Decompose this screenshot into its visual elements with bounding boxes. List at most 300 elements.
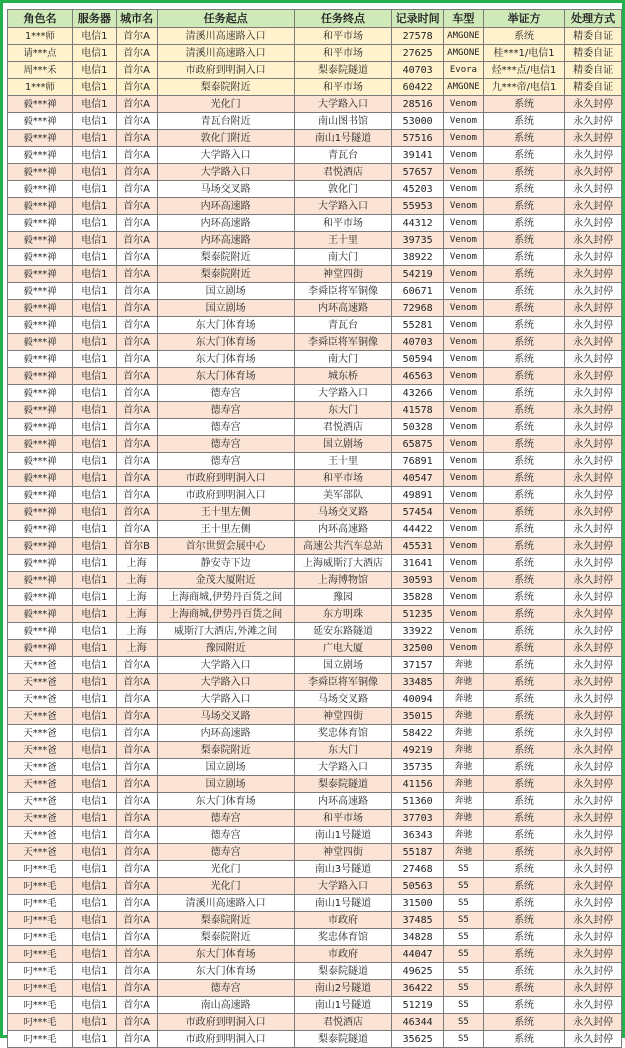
- cell-server: 电信1: [73, 691, 117, 708]
- cell-handling: 永久封停: [565, 436, 622, 453]
- cell-task-end: 高速公共汽车总站: [294, 538, 391, 555]
- cell-task-end: 神堂四街: [294, 844, 391, 861]
- cell-record-time: 35735: [392, 759, 444, 776]
- cell-task-end: 君悦酒店: [294, 164, 391, 181]
- table-row: [8, 419, 622, 436]
- cell-evidence-provider: 烃***点/电信1: [483, 62, 565, 79]
- cell-task-start: 清溪川高速路入口: [157, 45, 294, 62]
- cell-handling: 永久封停: [565, 555, 622, 572]
- cell-record-time: 27625: [392, 45, 444, 62]
- cell-handling: 永久封停: [565, 895, 622, 912]
- cell-task-end: 梨泰院隧道: [294, 776, 391, 793]
- header-handling: 处理方式: [565, 10, 622, 28]
- cell-task-start: 大学路入口: [157, 657, 294, 674]
- cell-handling: 精委自证: [565, 28, 622, 45]
- cell-task-start: 德寿宫: [157, 453, 294, 470]
- cell-server: 电信1: [73, 130, 117, 147]
- cell-city: 上海: [116, 555, 157, 572]
- cell-record-time: 44047: [392, 946, 444, 963]
- cell-task-end: 南山1号隧道: [294, 895, 391, 912]
- cell-evidence-provider: 系统: [483, 861, 565, 878]
- cell-car-model: Venom: [444, 334, 484, 351]
- cell-record-time: 32500: [392, 640, 444, 657]
- cell-task-end: 内环高速路: [294, 521, 391, 538]
- cell-task-end: 梨泰院隧道: [294, 963, 391, 980]
- header-server: 服务器: [73, 10, 117, 28]
- cell-task-end: 青瓦台: [294, 147, 391, 164]
- cell-city: 首尔A: [116, 62, 157, 79]
- cell-server: 电信1: [73, 436, 117, 453]
- cell-record-time: 43266: [392, 385, 444, 402]
- cell-server: 电信1: [73, 402, 117, 419]
- cell-role-name: 毅***禅: [8, 164, 73, 181]
- table-row: [8, 640, 622, 657]
- cell-record-time: 31500: [392, 895, 444, 912]
- cell-handling: 永久封停: [565, 470, 622, 487]
- cell-record-time: 35625: [392, 1031, 444, 1048]
- cell-car-model: Venom: [444, 368, 484, 385]
- cell-evidence-provider: 系统: [483, 181, 565, 198]
- cell-task-start: 光化门: [157, 861, 294, 878]
- cell-server: 电信1: [73, 45, 117, 62]
- table-row: [8, 266, 622, 283]
- cell-server: 电信1: [73, 453, 117, 470]
- cell-server: 电信1: [73, 827, 117, 844]
- table-row: [8, 436, 622, 453]
- cell-role-name: 毅***禅: [8, 419, 73, 436]
- cell-server: 电信1: [73, 368, 117, 385]
- cell-task-end: 青瓦台: [294, 317, 391, 334]
- cell-task-start: 大学路入口: [157, 691, 294, 708]
- cell-city: 首尔A: [116, 419, 157, 436]
- cell-task-start: 内环高速路: [157, 215, 294, 232]
- cell-evidence-provider: 系统: [483, 487, 565, 504]
- table-row: [8, 657, 622, 674]
- cell-task-end: 马场交叉路: [294, 504, 391, 521]
- cell-task-end: 东大门: [294, 742, 391, 759]
- cell-task-end: 豫园: [294, 589, 391, 606]
- cell-evidence-provider: 系统: [483, 147, 565, 164]
- cell-task-end: 奖忠体育馆: [294, 929, 391, 946]
- cell-role-name: 天***爸: [8, 691, 73, 708]
- cell-evidence-provider: 系统: [483, 980, 565, 997]
- cell-task-end: 和平市场: [294, 470, 391, 487]
- cell-role-name: 天***爸: [8, 725, 73, 742]
- cell-evidence-provider: 系统: [483, 606, 565, 623]
- cell-task-end: 南山图书馆: [294, 113, 391, 130]
- cell-city: 首尔A: [116, 266, 157, 283]
- cell-evidence-provider: 系统: [483, 589, 565, 606]
- cell-server: 电信1: [73, 28, 117, 45]
- cell-task-end: 国立剧场: [294, 657, 391, 674]
- cell-task-end: 南大门: [294, 351, 391, 368]
- cell-role-name: 天***爸: [8, 759, 73, 776]
- cell-role-name: 毅***禅: [8, 198, 73, 215]
- cell-car-model: Venom: [444, 436, 484, 453]
- cell-car-model: Venom: [444, 300, 484, 317]
- cell-role-name: 天***爸: [8, 742, 73, 759]
- cell-task-start: 德寿宫: [157, 844, 294, 861]
- cell-record-time: 35015: [392, 708, 444, 725]
- cell-role-name: 毅***禅: [8, 453, 73, 470]
- cell-server: 电信1: [73, 215, 117, 232]
- cell-city: 首尔A: [116, 368, 157, 385]
- cell-car-model: S5: [444, 895, 484, 912]
- cell-task-start: 德寿宫: [157, 810, 294, 827]
- cell-task-end: 东方明珠: [294, 606, 391, 623]
- cell-evidence-provider: 系统: [483, 946, 565, 963]
- cell-server: 电信1: [73, 929, 117, 946]
- cell-city: 上海: [116, 572, 157, 589]
- table-row: [8, 606, 622, 623]
- cell-car-model: Venom: [444, 96, 484, 113]
- cell-record-time: 41578: [392, 402, 444, 419]
- cell-evidence-provider: 系统: [483, 844, 565, 861]
- cell-record-time: 45203: [392, 181, 444, 198]
- cell-city: 首尔A: [116, 130, 157, 147]
- cell-server: 电信1: [73, 861, 117, 878]
- cell-server: 电信1: [73, 300, 117, 317]
- cell-record-time: 53000: [392, 113, 444, 130]
- cell-city: 首尔A: [116, 1031, 157, 1048]
- table-row: [8, 62, 622, 79]
- table-row: [8, 1031, 622, 1048]
- cell-handling: 永久封停: [565, 742, 622, 759]
- cell-task-end: 南山2号隧道: [294, 980, 391, 997]
- cell-handling: 永久封停: [565, 691, 622, 708]
- cell-car-model: Venom: [444, 470, 484, 487]
- cell-handling: 永久封停: [565, 113, 622, 130]
- cell-task-start: 首尔世贸会展中心: [157, 538, 294, 555]
- cell-city: 首尔A: [116, 725, 157, 742]
- cell-evidence-provider: 系统: [483, 827, 565, 844]
- cell-evidence-provider: 系统: [483, 317, 565, 334]
- cell-evidence-provider: 系统: [483, 929, 565, 946]
- cell-evidence-provider: 系统: [483, 1014, 565, 1031]
- cell-evidence-provider: 系统: [483, 572, 565, 589]
- cell-city: 首尔A: [116, 708, 157, 725]
- table-row: [8, 453, 622, 470]
- cell-server: 电信1: [73, 470, 117, 487]
- cell-record-time: 49891: [392, 487, 444, 504]
- cell-role-name: 毅***禅: [8, 436, 73, 453]
- cell-car-model: Evora: [444, 62, 484, 79]
- cell-role-name: 毅***禅: [8, 402, 73, 419]
- cell-task-end: 大学路入口: [294, 878, 391, 895]
- table-row: [8, 861, 622, 878]
- table-row: [8, 232, 622, 249]
- cell-record-time: 36343: [392, 827, 444, 844]
- cell-handling: 永久封停: [565, 725, 622, 742]
- cell-car-model: Venom: [444, 317, 484, 334]
- cell-car-model: Venom: [444, 181, 484, 198]
- cell-task-start: 光化门: [157, 878, 294, 895]
- cell-server: 电信1: [73, 521, 117, 538]
- cell-task-start: 王十里左侧: [157, 504, 294, 521]
- cell-city: 首尔B: [116, 538, 157, 555]
- table-row: [8, 198, 622, 215]
- cell-handling: 永久封停: [565, 1031, 622, 1048]
- cell-car-model: Venom: [444, 419, 484, 436]
- cell-city: 首尔A: [116, 929, 157, 946]
- cell-car-model: 奔驰: [444, 793, 484, 810]
- cell-car-model: Venom: [444, 113, 484, 130]
- cell-city: 首尔A: [116, 776, 157, 793]
- cell-city: 首尔A: [116, 674, 157, 691]
- cell-task-start: 国立剧场: [157, 300, 294, 317]
- cell-task-end: 内环高速路: [294, 793, 391, 810]
- cell-record-time: 44422: [392, 521, 444, 538]
- cell-task-start: 梨泰院附近: [157, 912, 294, 929]
- table-row: [8, 249, 622, 266]
- cell-evidence-provider: 系统: [483, 164, 565, 181]
- cell-task-end: 南山1号隧道: [294, 827, 391, 844]
- cell-task-end: 敦化门: [294, 181, 391, 198]
- cell-record-time: 55281: [392, 317, 444, 334]
- cell-evidence-provider: 系统: [483, 28, 565, 45]
- cell-city: 上海: [116, 606, 157, 623]
- cell-server: 电信1: [73, 912, 117, 929]
- cell-role-name: 毅***禅: [8, 504, 73, 521]
- cell-task-end: 马场交叉路: [294, 691, 391, 708]
- table-row: [8, 776, 622, 793]
- table-row: [8, 504, 622, 521]
- table-row: [8, 708, 622, 725]
- cell-evidence-provider: 系统: [483, 453, 565, 470]
- cell-car-model: Venom: [444, 572, 484, 589]
- cell-task-start: 敦化门附近: [157, 130, 294, 147]
- cell-task-end: 市政府: [294, 946, 391, 963]
- cell-record-time: 34828: [392, 929, 444, 946]
- cell-task-start: 国立剧场: [157, 283, 294, 300]
- cell-car-model: S5: [444, 878, 484, 895]
- cell-role-name: 叼***毛: [8, 963, 73, 980]
- cell-city: 首尔A: [116, 300, 157, 317]
- cell-server: 电信1: [73, 742, 117, 759]
- table-row: [8, 147, 622, 164]
- cell-record-time: 27578: [392, 28, 444, 45]
- cell-role-name: 毅***禅: [8, 470, 73, 487]
- cell-handling: 永久封停: [565, 572, 622, 589]
- header-record-time: 记录时间: [392, 10, 444, 28]
- cell-record-time: 37485: [392, 912, 444, 929]
- cell-task-end: 广电大厦: [294, 640, 391, 657]
- header-role-name: 角色名: [8, 10, 73, 28]
- cell-city: 首尔A: [116, 470, 157, 487]
- cell-handling: 永久封停: [565, 606, 622, 623]
- cell-city: 首尔A: [116, 963, 157, 980]
- table-row: [8, 742, 622, 759]
- cell-task-start: 内环高速路: [157, 725, 294, 742]
- cell-server: 电信1: [73, 283, 117, 300]
- cell-task-end: 内环高速路: [294, 300, 391, 317]
- table-row: [8, 929, 622, 946]
- cell-handling: 永久封停: [565, 283, 622, 300]
- cell-task-start: 市政府到明洞入口: [157, 487, 294, 504]
- cell-evidence-provider: 系统: [483, 198, 565, 215]
- table-row: [8, 725, 622, 742]
- cell-server: 电信1: [73, 674, 117, 691]
- cell-city: 首尔A: [116, 232, 157, 249]
- cell-task-start: 东大门体育场: [157, 793, 294, 810]
- cell-server: 电信1: [73, 895, 117, 912]
- cell-role-name: 毅***禅: [8, 215, 73, 232]
- cell-car-model: Venom: [444, 504, 484, 521]
- cell-task-end: 上海威斯汀大酒店: [294, 555, 391, 572]
- cell-task-start: 德寿宫: [157, 402, 294, 419]
- cell-task-start: 上海商城,伊势丹百货之间: [157, 606, 294, 623]
- cell-city: 首尔A: [116, 334, 157, 351]
- header-task-start: 任务起点: [157, 10, 294, 28]
- cell-city: 首尔A: [116, 79, 157, 96]
- cell-handling: 永久封停: [565, 504, 622, 521]
- cell-task-end: 南山1号隧道: [294, 130, 391, 147]
- cell-city: 首尔A: [116, 895, 157, 912]
- cell-task-start: 德寿宫: [157, 419, 294, 436]
- cell-server: 电信1: [73, 810, 117, 827]
- table-row: [8, 215, 622, 232]
- cell-role-name: 毅***禅: [8, 623, 73, 640]
- cell-car-model: S5: [444, 912, 484, 929]
- cell-server: 电信1: [73, 708, 117, 725]
- cell-role-name: 叼***毛: [8, 895, 73, 912]
- cell-task-start: 梨泰院附近: [157, 79, 294, 96]
- cell-city: 首尔A: [116, 946, 157, 963]
- cell-task-end: 国立剧场: [294, 436, 391, 453]
- table-row: [8, 385, 622, 402]
- cell-task-end: 南山3号隧道: [294, 861, 391, 878]
- cell-record-time: 65875: [392, 436, 444, 453]
- cell-task-start: 国立剧场: [157, 776, 294, 793]
- cell-role-name: 毅***禅: [8, 317, 73, 334]
- table-row: [8, 844, 622, 861]
- cell-car-model: 奔驰: [444, 844, 484, 861]
- cell-task-start: 王十里左侧: [157, 521, 294, 538]
- cell-handling: 永久封停: [565, 708, 622, 725]
- cell-city: 首尔A: [116, 351, 157, 368]
- cell-task-start: 青瓦台附近: [157, 113, 294, 130]
- cell-record-time: 76891: [392, 453, 444, 470]
- cell-server: 电信1: [73, 725, 117, 742]
- table-row: [8, 45, 622, 62]
- cell-evidence-provider: 系统: [483, 538, 565, 555]
- cell-handling: 永久封停: [565, 861, 622, 878]
- cell-car-model: Venom: [444, 538, 484, 555]
- cell-task-end: 市政府: [294, 912, 391, 929]
- cell-task-start: 梨泰院附近: [157, 742, 294, 759]
- cell-task-end: 大学路入口: [294, 96, 391, 113]
- cell-city: 首尔A: [116, 45, 157, 62]
- cell-handling: 永久封停: [565, 810, 622, 827]
- cell-handling: 永久封停: [565, 130, 622, 147]
- cell-server: 电信1: [73, 623, 117, 640]
- cell-record-time: 60422: [392, 79, 444, 96]
- cell-record-time: 28516: [392, 96, 444, 113]
- cell-handling: 永久封停: [565, 487, 622, 504]
- cell-evidence-provider: 系统: [483, 759, 565, 776]
- cell-record-time: 51235: [392, 606, 444, 623]
- table-row: [8, 164, 622, 181]
- cell-record-time: 40547: [392, 470, 444, 487]
- cell-record-time: 51219: [392, 997, 444, 1014]
- cell-handling: 永久封停: [565, 929, 622, 946]
- cell-role-name: 天***爸: [8, 827, 73, 844]
- cell-role-name: 毅***禅: [8, 266, 73, 283]
- cell-record-time: 50594: [392, 351, 444, 368]
- cell-evidence-provider: 系统: [483, 657, 565, 674]
- cell-role-name: 毅***禅: [8, 334, 73, 351]
- cell-role-name: 叼***毛: [8, 997, 73, 1014]
- header-city: 城市名: [116, 10, 157, 28]
- table-row: [8, 181, 622, 198]
- cell-city: 首尔A: [116, 453, 157, 470]
- cell-evidence-provider: 系统: [483, 402, 565, 419]
- cell-car-model: 奔驰: [444, 776, 484, 793]
- cell-role-name: 叼***毛: [8, 912, 73, 929]
- cell-car-model: Venom: [444, 606, 484, 623]
- cell-evidence-provider: 系统: [483, 215, 565, 232]
- cell-task-start: 市政府到明洞入口: [157, 62, 294, 79]
- cell-handling: 永久封停: [565, 912, 622, 929]
- cell-handling: 精委自证: [565, 45, 622, 62]
- cell-task-start: 马场交叉路: [157, 181, 294, 198]
- cell-city: 首尔A: [116, 113, 157, 130]
- cell-task-end: 李舜臣将军铜像: [294, 334, 391, 351]
- table-row: [8, 28, 622, 45]
- cell-task-end: 南山1号隧道: [294, 997, 391, 1014]
- cell-city: 首尔A: [116, 385, 157, 402]
- cell-record-time: 40703: [392, 62, 444, 79]
- cell-task-start: 马场交叉路: [157, 708, 294, 725]
- cell-server: 电信1: [73, 776, 117, 793]
- cell-evidence-provider: 系统: [483, 300, 565, 317]
- cell-task-start: 东大门体育场: [157, 946, 294, 963]
- cell-city: 首尔A: [116, 1014, 157, 1031]
- cell-server: 电信1: [73, 79, 117, 96]
- cell-record-time: 37157: [392, 657, 444, 674]
- cell-evidence-provider: 系统: [483, 810, 565, 827]
- cell-city: 首尔A: [116, 402, 157, 419]
- cell-handling: 永久封停: [565, 844, 622, 861]
- cell-task-start: 市政府到明洞入口: [157, 470, 294, 487]
- table-row: [8, 946, 622, 963]
- cell-task-start: 市政府到明洞入口: [157, 1014, 294, 1031]
- cell-record-time: 46344: [392, 1014, 444, 1031]
- cell-record-time: 31641: [392, 555, 444, 572]
- table-body: [8, 28, 622, 1048]
- table-row: [8, 623, 622, 640]
- table-row: [8, 895, 622, 912]
- cell-record-time: 33922: [392, 623, 444, 640]
- cell-role-name: 天***爸: [8, 810, 73, 827]
- cell-car-model: Venom: [444, 130, 484, 147]
- cell-city: 首尔A: [116, 436, 157, 453]
- cell-task-start: 德寿宫: [157, 385, 294, 402]
- cell-role-name: 毅***禅: [8, 232, 73, 249]
- cell-record-time: 49625: [392, 963, 444, 980]
- cell-handling: 永久封停: [565, 980, 622, 997]
- cell-car-model: S5: [444, 929, 484, 946]
- table-row: [8, 113, 622, 130]
- cell-handling: 永久封停: [565, 266, 622, 283]
- cell-evidence-provider: 系统: [483, 742, 565, 759]
- cell-evidence-provider: 系统: [483, 691, 565, 708]
- cell-task-end: 和平市场: [294, 215, 391, 232]
- cell-car-model: Venom: [444, 283, 484, 300]
- cell-car-model: Venom: [444, 385, 484, 402]
- cell-handling: 永久封停: [565, 419, 622, 436]
- cell-server: 电信1: [73, 640, 117, 657]
